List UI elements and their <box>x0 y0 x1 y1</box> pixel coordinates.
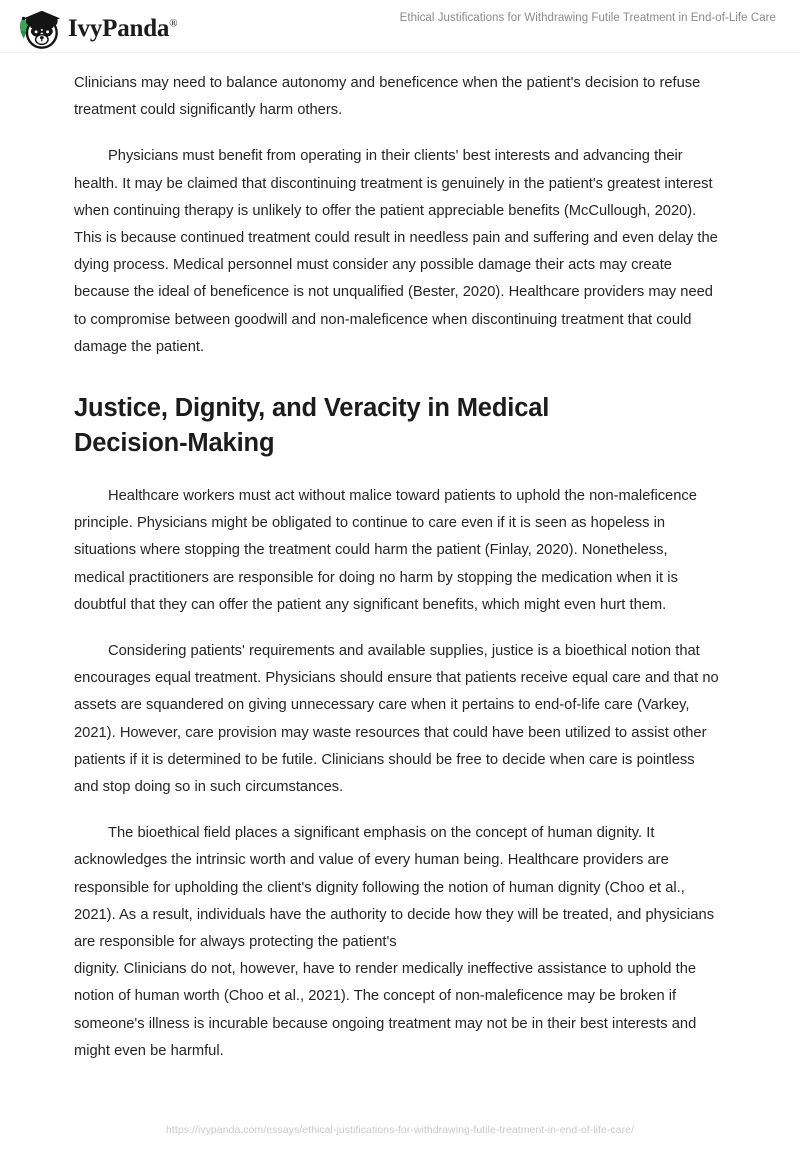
paragraph-physicians-best-interests: Physicians must benefit from operating in their clients' best interests and advancing their health. It may be claimed that discontinuing treatment is genuinely in the patient's greatest interest when continuing therapy is unlikely to offer the patient appreciable benefits (McCullough, 2020). This is because continued treatment could result in needless pain and suffering and even delay the dying process. Medical personnel must consider any possible damage their acts may create because the ideal of beneficence is not unqualified (Bester, 2020). Healthcare providers may need to compromise between goodwill and non-maleficence when discontinuing treatment that could damage the patient. <box>74 148 718 355</box>
source-url-link[interactable]: https://ivypanda.com/essays/ethical-justifications-for-withdrawing-futile-treatment-in-end-of-life-care/ <box>166 1124 634 1136</box>
brand-name-text: IvyPanda <box>68 14 170 42</box>
document-title: Ethical Justifications for Withdrawing Futile Treatment in End-of-Life Care <box>399 12 776 24</box>
header-divider <box>0 52 800 53</box>
page-header <box>0 0 800 56</box>
document-content <box>74 70 722 1084</box>
brand-name <box>68 16 177 41</box>
section-heading-justice-dignity-veracity: Justice, Dignity, and Veracity in Medical Decision-Making <box>74 394 550 458</box>
page-footer <box>0 1120 800 1138</box>
paragraph-human-dignity-part-one: The bioethical field places a significant emphasis on the concept of human dignity. It acknowledges the intrinsic worth and value of every human being. Healthcare providers are responsible for upholding the client's dignity following the notion of human dignity (Choo et al., 2021). As a result, individuals have the authority to decide how they will be treated, and physicians are responsible for always protecting the patient's <box>74 825 715 951</box>
paragraph-non-maleficence: Healthcare workers must act without malice toward patients to uphold the non-maleficence principle. Physicians might be obligated to continue to care even if it is seen as hopeless in situations where stopping the treatment could harm the patient (Finlay, 2020). Nonetheless, medical practitioners are responsible for doing no harm by stopping the medication when it is doubtful that they can offer the patient any significant benefits, which might even hurt them. <box>74 488 697 613</box>
brand-logo[interactable] <box>14 5 177 51</box>
paragraph-autonomy-beneficence: Clinicians may need to balance autonomy and beneficence when the patient's decision to refuse treatment could significantly harm others. <box>74 75 701 119</box>
paragraph-justice-bioethics: Considering patients' requirements and available supplies, justice is a bioethical notion that encourages equal treatment. Physicians should ensure that patients receive equal care and that no assets are squandered on giving unnecessary care when it pertains to end-of-life care (Varkey, 2021). However, care provision may waste resources that could have been utilized to assist other patients if it is determined to be futile. Clinicians should be free to decide when care is pointless and stop doing so in such circumstances. <box>74 643 719 796</box>
registered-mark: ® <box>169 17 178 30</box>
panda-graduate-logo-icon <box>14 5 62 51</box>
paragraph-human-dignity-part-two: dignity. Clinicians do not, however, have to render medically ineffective assistance to uphold the notion of human worth (Choo et al., 2021). The concept of non-maleficence may be broken if someone's illness is incurable because ongoing treatment may not be in their best interests and might even be harmful. <box>74 961 697 1059</box>
